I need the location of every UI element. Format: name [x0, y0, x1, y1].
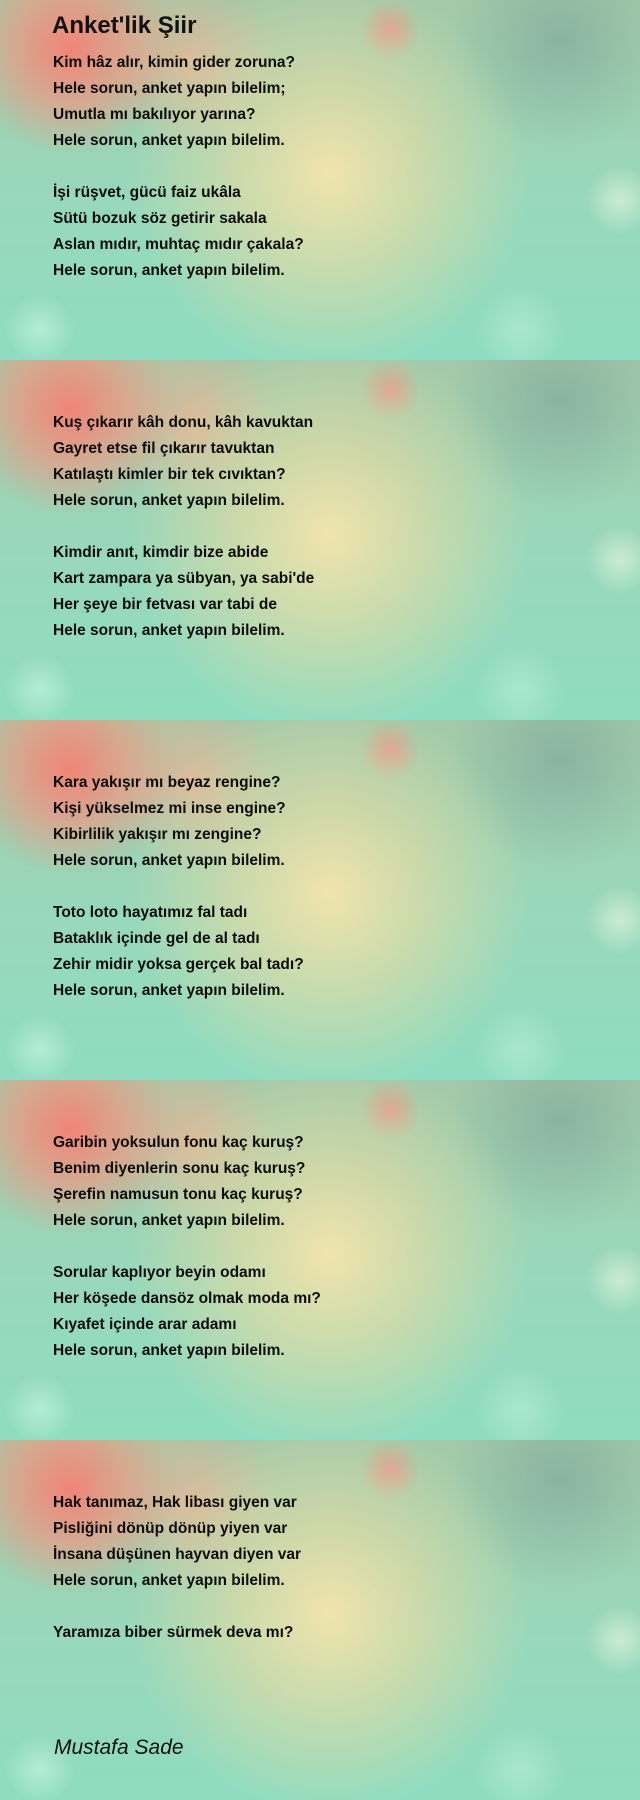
- poem-line: Kart zampara ya sübyan, ya sabi'de: [53, 570, 315, 587]
- poem-line: Hele sorun, anket yapın bilelim.: [53, 262, 285, 279]
- poem-line: Kibirlilik yakışır mı zengine?: [53, 826, 262, 843]
- poem-line: Hele sorun, anket yapın bilelim.: [53, 492, 285, 509]
- poem-line: Hele sorun, anket yapın bilelim.: [53, 1572, 285, 1589]
- poem-line: Kişi yükselmez mi inse engine?: [53, 800, 286, 817]
- poem-line: Benim diyenlerin sonu kaç kuruş?: [53, 1160, 306, 1177]
- poem-line: Hak tanımaz, Hak libası giyen var: [53, 1494, 297, 1511]
- poem-line: Toto loto hayatımız fal tadı: [53, 904, 248, 921]
- stanza-6: [53, 900, 304, 1004]
- stanza-8: [53, 1260, 321, 1364]
- poem-line: Yaramıza biber sürmek deva mı?: [53, 1624, 294, 1641]
- poem-line: Her köşede dansöz olmak moda mı?: [53, 1290, 321, 1307]
- poem-line: Hele sorun, anket yapın bilelim.: [53, 1342, 285, 1359]
- poem-line: Kimdir anıt, kimdir bize abide: [53, 544, 269, 561]
- poem-line: Umutla mı bakılıyor yarına?: [53, 106, 256, 123]
- poem-line: Katılaştı kimler bir tek cıvıktan?: [53, 466, 286, 483]
- poem-line: Kıyafet içinde arar adamı: [53, 1316, 237, 1333]
- poem-line: Kim hâz alır, kimin gider zoruna?: [53, 54, 296, 71]
- poem-line: Hele sorun, anket yapın bilelim.: [53, 852, 285, 869]
- poem-line: Zehir midir yoksa gerçek bal tadı?: [53, 956, 304, 973]
- poem-line: Sütü bozuk söz getirir sakala: [53, 210, 267, 227]
- poem-line: İnsana düşünen hayvan diyen var: [53, 1546, 302, 1563]
- poem-line: Hele sorun, anket yapın bilelim.: [53, 1212, 285, 1229]
- poem-panel-1: [0, 0, 640, 360]
- stanza-5: [53, 770, 286, 874]
- poem-line: Aslan mıdır, muhtaç mıdır çakala?: [53, 236, 304, 253]
- poem-line: Hele sorun, anket yapın bilelim;: [53, 80, 286, 97]
- poem-line: Hele sorun, anket yapın bilelim.: [53, 132, 285, 149]
- stanza-2: [53, 180, 304, 284]
- poem-line: Şerefin namusun tonu kaç kuruş?: [53, 1186, 303, 1203]
- poem-panel-3: [0, 720, 640, 1080]
- poem-line: Her şeye bir fetvası var tabi de: [53, 596, 278, 613]
- poem-line: Hele sorun, anket yapın bilelim.: [53, 622, 285, 639]
- stanza-7: [53, 1130, 305, 1234]
- poem-author: Mustafa Sade: [54, 1736, 184, 1759]
- poem-line: Kara yakışır mı beyaz rengine?: [53, 774, 281, 791]
- poem-title: Anket'lik Şiir: [52, 12, 197, 39]
- poem-line: Garibin yoksulun fonu kaç kuruş?: [53, 1134, 304, 1151]
- stanza-4: [53, 540, 314, 644]
- stanza-9: [53, 1490, 301, 1594]
- poem-line: Gayret etse fil çıkarır tavuktan: [53, 440, 275, 457]
- poem-panel-5: [0, 1440, 640, 1800]
- stanza-3: [53, 410, 313, 514]
- poem-line: Pisliğini dönüp dönüp yiyen var: [53, 1520, 288, 1537]
- poem-line: Hele sorun, anket yapın bilelim.: [53, 982, 285, 999]
- poem-line: Sorular kaplıyor beyin odamı: [53, 1264, 266, 1281]
- poem-line: İşi rüşvet, gücü faiz ukâla: [53, 184, 241, 201]
- poem-panel-2: [0, 360, 640, 720]
- stanza-1: [53, 50, 295, 154]
- poem-panel-4: [0, 1080, 640, 1440]
- poem-line: Kuş çıkarır kâh donu, kâh kavuktan: [53, 414, 314, 431]
- poem-line: Bataklık içinde gel de al tadı: [53, 930, 260, 947]
- stanza-10: [53, 1620, 293, 1646]
